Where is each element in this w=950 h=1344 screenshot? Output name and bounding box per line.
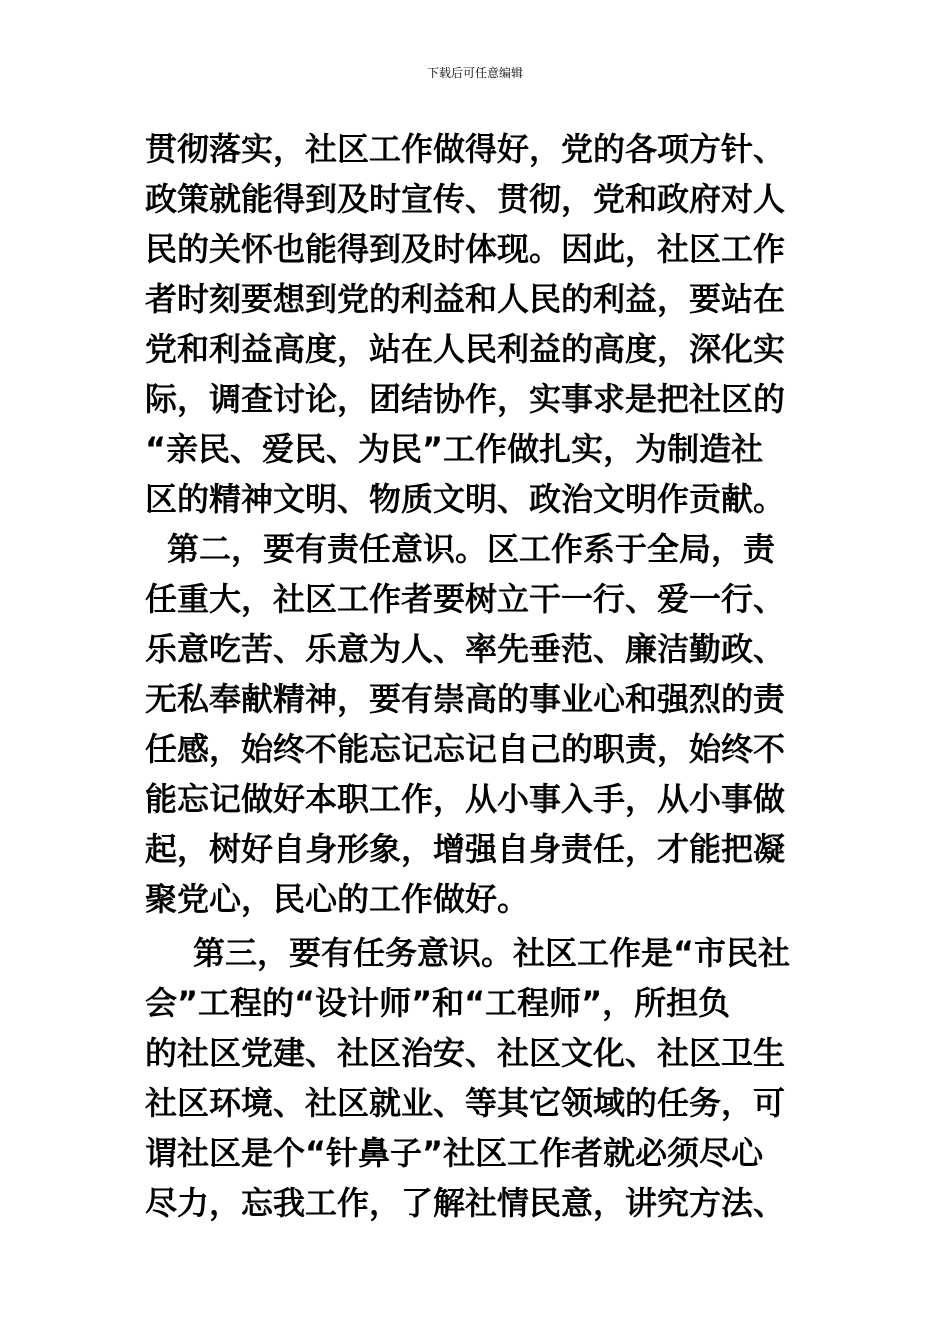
paragraph-line: “亲民、爱民、为民”工作做扎实，为制造社 — [145, 430, 764, 468]
paragraph-line: 起，树好自身形象，增强自身责任，才能把凝 — [145, 830, 786, 868]
paragraph-1 — [145, 124, 810, 524]
paragraph-line: 政策就能得到及时宣传、贯彻，党和政府对人 — [145, 180, 786, 218]
paragraph-line: 贯彻落实，社区工作做得好，党的各项方针、 — [145, 130, 786, 168]
paragraph-line: 者时刻要想到党的利益和人民的利益，要站在 — [145, 280, 786, 318]
paragraph-line: 谓社区是个“针鼻子”社区工作者就必须尽心 — [145, 1134, 764, 1172]
paragraph-2 — [145, 524, 810, 924]
paragraph-line: 无私奉献精神，要有崇高的事业心和强烈的责 — [145, 680, 786, 718]
page-header: 下载后可任意编辑 — [426, 66, 523, 80]
paragraph-line: 第三，要有任务意识。社区工作是“市民社 — [193, 934, 791, 972]
paragraph-line: 乐意吃苦、乐意为人、率先垂范、廉洁勤政、 — [145, 630, 786, 668]
paragraph-line: 任感，始终不能忘记忘记自己的职责，始终不 — [145, 730, 786, 768]
document-body — [145, 124, 810, 1228]
paragraph-line: 能忘记做好本职工作，从小事入手，从小事做 — [145, 780, 786, 818]
paragraph-line: 社区环境、社区就业、等其它领域的任务，可 — [145, 1084, 786, 1122]
paragraph-line: 的社区党建、社区治安、社区文化、社区卫生 — [145, 1034, 786, 1072]
paragraph-line: 党和利益高度，站在人民利益的高度，深化实 — [145, 330, 786, 368]
paragraph-line: 任重大，社区工作者要树立干一行、爱一行、 — [145, 580, 786, 618]
paragraph-line: 尽力，忘我工作，了解社情民意，讲究方法、 — [145, 1184, 786, 1222]
paragraph-3 — [145, 928, 810, 1228]
paragraph-line: 民的关怀也能得到及时体现。因此，社区工作 — [145, 230, 786, 268]
paragraph-line: 会”工程的“设计师”和“工程师”，所担负 — [145, 984, 731, 1022]
paragraph-line: 聚党心，民心的工作做好。 — [145, 880, 530, 918]
paragraph-line: 区的精神文明、物质文明、政治文明作贡献。 — [145, 480, 786, 518]
paragraph-line: 第二，要有责任意识。区工作系于全局，责 — [167, 530, 776, 568]
paragraph-line: 际，调查讨论，团结协作，实事求是把社区的 — [145, 380, 786, 418]
